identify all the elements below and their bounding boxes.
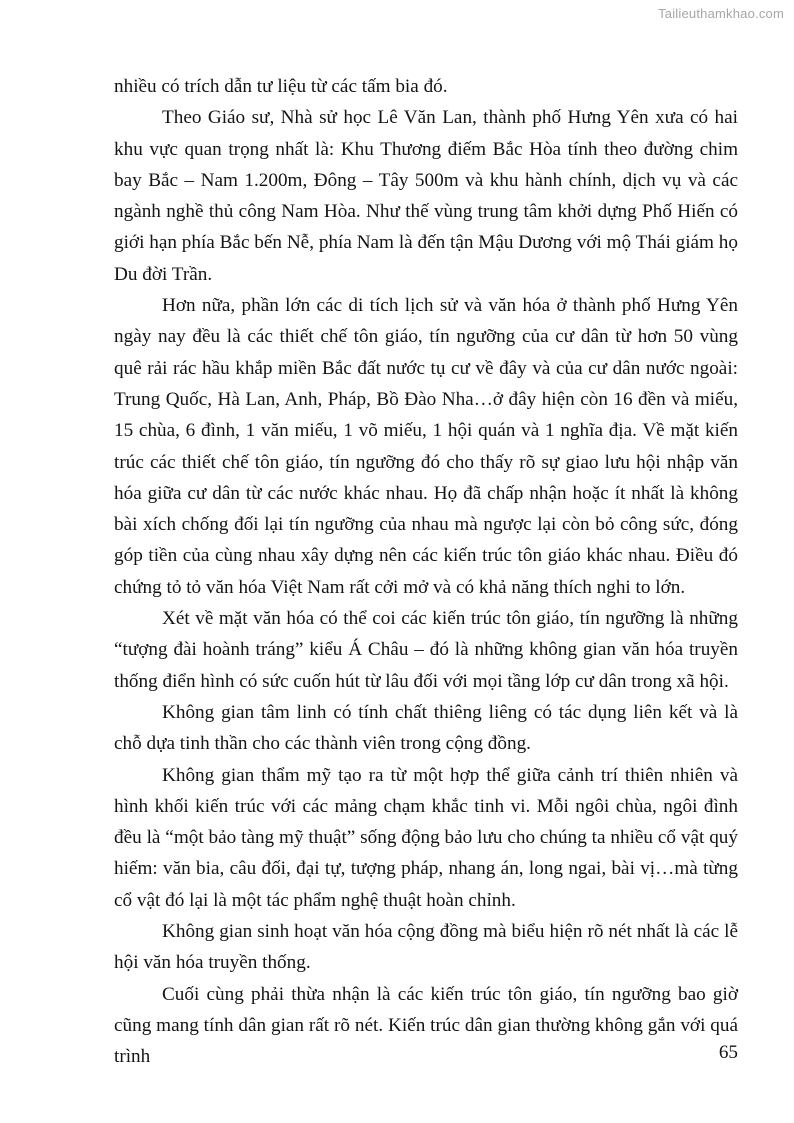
paragraph-7: Không gian sinh hoạt văn hóa cộng đồng mà biểu hiện rõ nét nhất là các lễ hội văn hóa truyền thống. [114,921,738,974]
paragraph-1: nhiều có trích dẫn tư liệu từ các tấm bia đó. [114,76,448,97]
body-text [114,71,738,1073]
paragraph-8: Cuối cùng phải thừa nhận là các kiến trúc tôn giáo, tín ngưỡng bao giờ cũng mang tính dân gian rất rõ nét. Kiến trúc dân gian thường không gắn với quá trình [114,983,738,1068]
paragraph-2: Theo Giáo sư, Nhà sử học Lê Văn Lan, thành phố Hưng Yên xưa có hai khu vực quan trọng nhất là: Khu Thương điếm Bắc Hòa tính theo đường chim bay Bắc – Nam 1.200m, Đông – Tây 500m và khu hành chính, dịch vụ và các ngành nghề thủ công Nam Hòa. Như thế vùng trung tâm khởi dựng Phố Hiến có giới hạn phía Bắc bến Nễ, phía Nam là đến tận Mậu Dương với mộ Thái giám họ Du đời Trần. [114,107,738,285]
paragraph-6: Không gian thẩm mỹ tạo ra từ một hợp thể giữa cảnh trí thiên nhiên và hình khối kiến trúc với các mảng chạm khắc tinh vi. Mỗi ngôi chùa, ngôi đình đều là “một bảo tàng mỹ thuật” sống động bảo lưu cho chúng ta nhiều cổ vật quý hiếm: văn bia, câu đối, đại tự, tượng pháp, nhang án, long ngai, bài vị…mà từng cổ vật đó lại là một tác phẩm nghệ thuật hoàn chỉnh. [114,764,738,911]
paragraph-5: Không gian tâm linh có tính chất thiêng liêng có tác dụng liên kết và là chỗ dựa tinh thần cho các thành viên trong cộng đồng. [114,701,738,755]
page-number: 65 [718,1042,738,1063]
watermark-text: Tailieuthamkhao.com [658,6,784,21]
paragraph-4: Xét về mặt văn hóa có thể coi các kiến trúc tôn giáo, tín ngưỡng là những “tượng đài hoành tráng” kiểu Á Châu – đó là những không gian văn hóa truyền thống điển hình có sức cuốn hút từ lâu đối với mọi tầng lớp cư dân trong xã hội. [114,608,738,692]
paragraph-3: Hơn nữa, phần lớn các di tích lịch sử và văn hóa ở thành phố Hưng Yên ngày nay đều là các thiết chế tôn giáo, tín ngưỡng của cư dân từ hơn 50 vùng quê rải rác hầu khắp miền Bắc đất nước tụ cư về đây và của cư dân nước ngoài: Trung Quốc, Hà Lan, Anh, Pháp, Bồ Đào Nha…ở đây hiện còn 16 đền và miếu, 15 chùa, 6 đình, 1 văn miếu, 1 võ miếu, 1 hội quán và 1 nghĩa địa. Về mặt kiến trúc các thiết chế tôn giáo, tín ngưỡng đó cho thấy rõ sự giao lưu hội nhập văn hóa giữa cư dân từ các nước khác nhau. Họ đã chấp nhận hoặc ít nhất là không bài xích chống đối lại tín ngưỡng của nhau mà ngược lại còn bỏ công sức, đóng góp tiền của cùng nhau xây dựng nên các kiến trúc tôn giáo khác nhau. Điều đó chứng tỏ tỏ văn hóa Việt Nam rất cởi mở và có khả năng thích nghi to lớn. [114,295,738,598]
